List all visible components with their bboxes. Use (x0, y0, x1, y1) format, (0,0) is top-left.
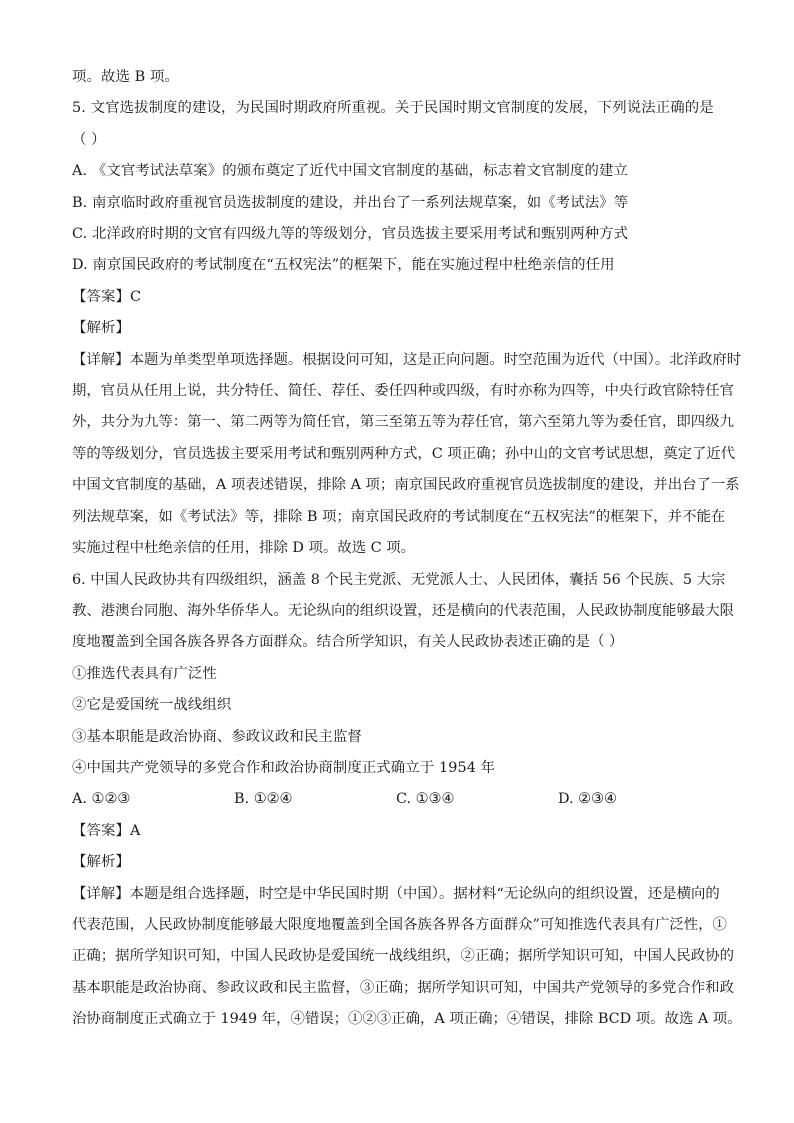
stem-line: 6. 中国人民政协共有四级组织，涵盖 8 个民主党派、无党派人士、人民团体，囊括 56 个民族、5 大宗 (72, 571, 726, 588)
previous-answer-tail: 项。故选 B 项。 (72, 69, 179, 85)
detail-line: 【详解】本题是组合选择题，时空是中华民国时期（中国）。据材料“无论纵向的组织设置，还是横向的 (72, 885, 720, 902)
question-5-stem: 5. 文官选拔制度的建设，为民国时期政府所重视。关于民国时期文官制度的发展，下列说法正确的是 (72, 100, 714, 117)
question-5-option-c: C. 北洋政府时期的文官有四级九等的等级划分，官员选拔主要采用考试和甄别两种方式 (72, 226, 629, 243)
detail-line: 列法规草案，如《考试法》等，排除 B 项；南京国民政府的考试制度在“五权宪法”的框架下，并不能在 (72, 508, 726, 525)
question-6-option-d: D. ②③④ (558, 791, 617, 808)
question-5-option-d: D. 南京国民政府的考试制度在“五权宪法”的框架下，能在实施过程中杜绝亲信的任用 (72, 257, 615, 274)
detail-line: 外，共分为九等：第一、第二两等为简任官，第三至第五等为荐任官，第六至第九等为委任官，即四级九 (72, 414, 734, 431)
question-5-detail (72, 345, 742, 565)
question-6-item-4: ④中国共产党领导的多党合作和政治协商制度正式确立于 1954 年 (72, 759, 496, 776)
document-page (72, 62, 742, 1036)
stem-line: 度地覆盖到全国各族各界各方面群众。结合所学知识，有关人民政协表述正确的是（ ） (72, 634, 624, 651)
detail-line: 基本职能是政治协商、参政议政和民主监督，③正确；据所学知识可知，中国共产党领导的多党合作和政 (72, 979, 734, 996)
question-6-stem (72, 565, 734, 659)
detail-line: 中国文官制度的基础，A 项表述错误，排除 A 项；南京国民政府重视官员选拔制度的建设，并出台了一系 (72, 477, 740, 494)
question-6-option-a: A. ①②③ (72, 791, 131, 808)
question-6-option-b: B. ①②④ (234, 791, 293, 808)
question-6-item-1: ①推选代表具有广泛性 (72, 665, 217, 682)
question-6-analysis-label: 【解析】 (72, 854, 130, 871)
detail-line: 治协商制度正式确立于 1949 年，④错误；①②③正确，A 项正确；④错误，排除 BCD 项。故选 A 项。 (72, 1011, 742, 1028)
question-6-item-2: ②它是爱国统一战线组织 (72, 697, 232, 714)
detail-line: 实施过程中杜绝亲信的任用，排除 D 项。故选 C 项。 (72, 540, 416, 557)
question-6-item-3: ③基本职能是政治协商、参政议政和民主监督 (72, 728, 362, 745)
question-6-options (72, 784, 722, 815)
question-5-paren: （ ） (72, 131, 106, 148)
question-6-answer: 【答案】A (72, 822, 141, 839)
detail-line: 正确；据所学知识可知，中国人民政协是爱国统一战线组织，②正确；据所学知识可知，中国人民政协的 (72, 948, 734, 965)
question-6-detail (72, 879, 742, 1036)
detail-line: 期，官员从任用上说，共分特任、简任、荐任、委任四种或四级，有时亦称为四等，中央行政官除特任官 (72, 383, 734, 400)
detail-line: 代表范围，人民政协制度能够最大限度地覆盖到全国各族各界各方面群众”可知推选代表具有广泛性，① (72, 916, 727, 933)
detail-line: 等的等级划分，官员选拔主要采用考试和甄别两种方式，C 项正确；孙中山的文官考试思想，奠定了近代 (72, 445, 736, 462)
question-5-option-b: B. 南京临时政府重视官员选拔制度的建设，并出台了一系列法规草案，如《考试法》等 (72, 194, 629, 211)
detail-line: 【详解】本题为单类型单项选择题。根据设问可知，这是正向问题。时空范围为近代（中国）。北洋政府时 (72, 351, 742, 368)
question-5-analysis-label: 【解析】 (72, 320, 130, 337)
question-6-option-c: C. ①③④ (396, 791, 455, 808)
stem-line: 教、港澳台同胞、海外华侨华人。无论纵向的组织设置，还是横向的代表范围，人民政协制度能够最大限 (72, 602, 734, 619)
question-5-answer: 【答案】C (72, 288, 142, 305)
question-5-option-a: A. 《文官考试法草案》的颁布奠定了近代中国文官制度的基础，标志着文官制度的建立 (72, 163, 628, 180)
